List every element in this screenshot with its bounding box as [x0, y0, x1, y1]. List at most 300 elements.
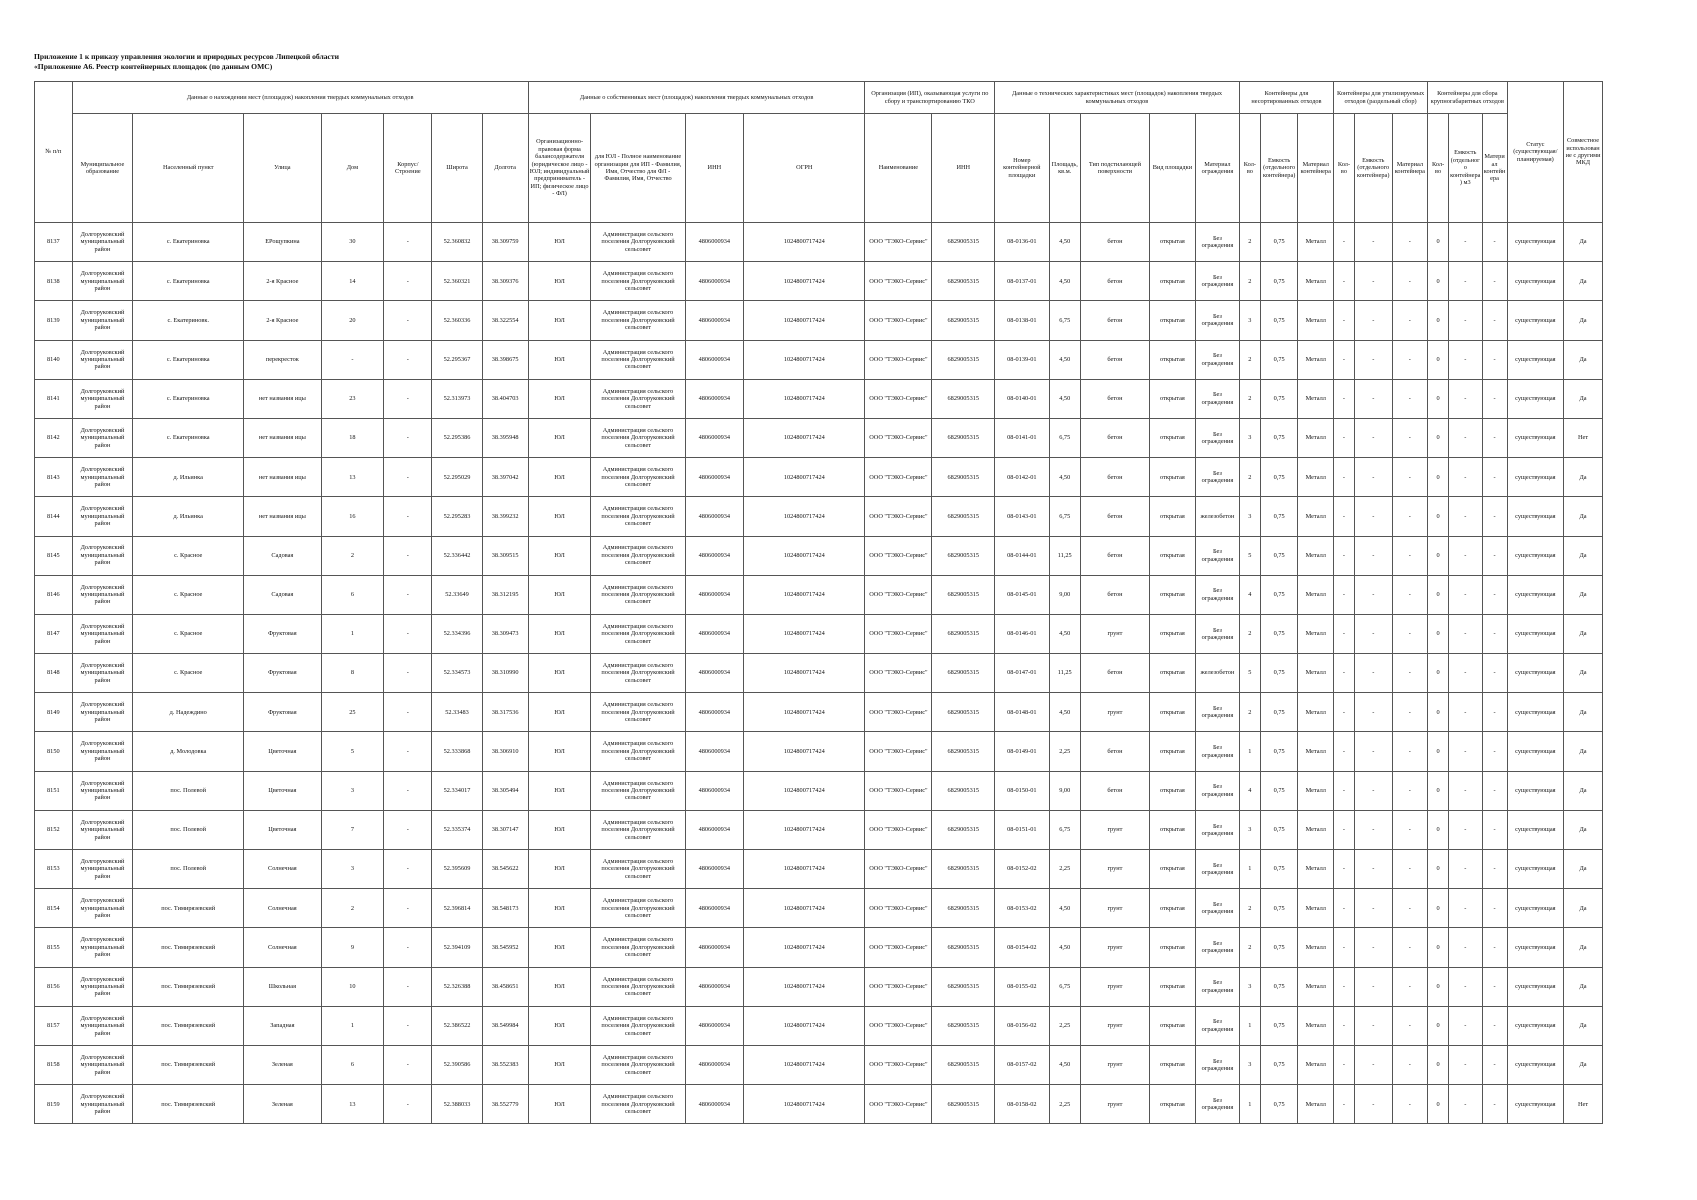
- cell-owner-name: Администрация сельского поселения Долгоруковский сельсовет: [591, 967, 685, 1006]
- cell-num: 8143: [35, 458, 73, 497]
- cell-site-type: открытая: [1149, 458, 1195, 497]
- cell-surface: грунт: [1080, 889, 1149, 928]
- cell-site-type: открытая: [1149, 850, 1195, 889]
- cell-site-type: открытая: [1149, 810, 1195, 849]
- table-row: [35, 301, 1603, 340]
- cell-surface: бетон: [1080, 654, 1149, 693]
- cell-legal-form: ЮЛ: [528, 301, 591, 340]
- cell-recyclable-volume: -: [1354, 967, 1392, 1006]
- cell-recyclable-material: -: [1392, 654, 1428, 693]
- cell-recyclable-volume: -: [1354, 262, 1392, 301]
- cell-recyclable-material: -: [1392, 928, 1428, 967]
- cell-fence: Без ограждения: [1195, 458, 1239, 497]
- cell-site-type: открытая: [1149, 732, 1195, 771]
- cell-bulky-volume: -: [1449, 732, 1482, 771]
- cell-shared-use: Да: [1564, 928, 1603, 967]
- cell-owner-inn: 4806000934: [685, 497, 744, 536]
- cell-num: 8138: [35, 262, 73, 301]
- cell-owner-ogrn: 1024800717424: [744, 771, 865, 810]
- cell-fence: Без ограждения: [1195, 928, 1239, 967]
- cell-site-number: 08-0155-02: [995, 967, 1049, 1006]
- table-row: [35, 379, 1603, 418]
- col-header-owner-inn: ИНН: [685, 114, 744, 223]
- cell-legal-form: ЮЛ: [528, 262, 591, 301]
- cell-status: существующая: [1507, 889, 1563, 928]
- cell-building: -: [384, 850, 432, 889]
- cell-building: -: [384, 732, 432, 771]
- cell-unsorted-volume: 0,75: [1260, 301, 1298, 340]
- cell-house: 2: [321, 889, 384, 928]
- cell-site-number: 08-0153-02: [995, 889, 1049, 928]
- table-row: [35, 732, 1603, 771]
- cell-street: перекресток: [244, 340, 321, 379]
- cell-recyclable-count: -: [1334, 340, 1355, 379]
- cell-recyclable-volume: -: [1354, 614, 1392, 653]
- cell-owner-inn: 4806000934: [685, 301, 744, 340]
- cell-shared-use: Нет: [1564, 1085, 1603, 1124]
- cell-surface: бетон: [1080, 223, 1149, 262]
- col-header-fence: Материал ограждения: [1195, 114, 1239, 223]
- cell-bulky-volume: -: [1449, 693, 1482, 732]
- cell-owner-ogrn: 1024800717424: [744, 889, 865, 928]
- cell-municipality: Долгоруковский муниципальный район: [72, 967, 133, 1006]
- cell-owner-ogrn: 1024800717424: [744, 458, 865, 497]
- cell-shared-use: Да: [1564, 340, 1603, 379]
- cell-bulky-count: 0: [1428, 418, 1449, 457]
- cell-unsorted-count: 3: [1239, 301, 1260, 340]
- cell-area: 2,25: [1049, 732, 1080, 771]
- cell-owner-inn: 4806000934: [685, 732, 744, 771]
- cell-building: -: [384, 497, 432, 536]
- cell-site-number: 08-0140-01: [995, 379, 1049, 418]
- cell-street: нет названия ицы: [244, 458, 321, 497]
- cell-shared-use: Да: [1564, 458, 1603, 497]
- cell-shared-use: Да: [1564, 262, 1603, 301]
- cell-num: 8142: [35, 418, 73, 457]
- cell-recyclable-material: -: [1392, 850, 1428, 889]
- cell-street: Фруктовая: [244, 693, 321, 732]
- cell-area: 11,25: [1049, 536, 1080, 575]
- cell-legal-form: ЮЛ: [528, 575, 591, 614]
- cell-legal-form: ЮЛ: [528, 418, 591, 457]
- cell-bulky-material: -: [1482, 575, 1507, 614]
- cell-shared-use: Да: [1564, 889, 1603, 928]
- cell-owner-inn: 4806000934: [685, 575, 744, 614]
- cell-recyclable-volume: -: [1354, 1085, 1392, 1124]
- cell-recyclable-volume: -: [1354, 928, 1392, 967]
- cell-bulky-volume: -: [1449, 575, 1482, 614]
- cell-recyclable-count: -: [1334, 1085, 1355, 1124]
- cell-unsorted-count: 3: [1239, 1045, 1260, 1084]
- cell-street: Школьная: [244, 967, 321, 1006]
- cell-recyclable-count: -: [1334, 654, 1355, 693]
- cell-fence: Без ограждения: [1195, 693, 1239, 732]
- cell-municipality: Долгоруковский муниципальный район: [72, 497, 133, 536]
- cell-municipality: Долгоруковский муниципальный район: [72, 379, 133, 418]
- cell-bulky-material: -: [1482, 928, 1507, 967]
- cell-latitude: 52.394109: [432, 928, 482, 967]
- cell-surface: бетон: [1080, 379, 1149, 418]
- cell-operator-name: ООО "ТЭКО-Сервис": [865, 693, 932, 732]
- cell-owner-name: Администрация сельского поселения Долгоруковский сельсовет: [591, 418, 685, 457]
- cell-municipality: Долгоруковский муниципальный район: [72, 1006, 133, 1045]
- cell-recyclable-count: -: [1334, 379, 1355, 418]
- cell-shared-use: Да: [1564, 575, 1603, 614]
- cell-owner-inn: 4806000934: [685, 967, 744, 1006]
- table-row: [35, 1085, 1603, 1124]
- cell-site-type: открытая: [1149, 262, 1195, 301]
- cell-unsorted-count: 2: [1239, 693, 1260, 732]
- cell-building: -: [384, 575, 432, 614]
- cell-building: -: [384, 262, 432, 301]
- cell-operator-name: ООО "ТЭКО-Сервис": [865, 575, 932, 614]
- cell-house: 6: [321, 575, 384, 614]
- cell-owner-name: Администрация сельского поселения Долгоруковский сельсовет: [591, 536, 685, 575]
- cell-municipality: Долгоруковский муниципальный район: [72, 654, 133, 693]
- cell-recyclable-material: -: [1392, 418, 1428, 457]
- cell-bulky-count: 0: [1428, 379, 1449, 418]
- cell-building: -: [384, 1045, 432, 1084]
- cell-settlement: пос. Полевой: [133, 810, 244, 849]
- cell-surface: бетон: [1080, 575, 1149, 614]
- cell-site-number: 08-0149-01: [995, 732, 1049, 771]
- cell-owner-inn: 4806000934: [685, 771, 744, 810]
- cell-bulky-volume: -: [1449, 889, 1482, 928]
- cell-fence: Без ограждения: [1195, 732, 1239, 771]
- cell-area: 6,75: [1049, 418, 1080, 457]
- cell-bulky-material: -: [1482, 1045, 1507, 1084]
- cell-building: -: [384, 889, 432, 928]
- cell-num: 8153: [35, 850, 73, 889]
- cell-legal-form: ЮЛ: [528, 850, 591, 889]
- cell-bulky-material: -: [1482, 418, 1507, 457]
- cell-legal-form: ЮЛ: [528, 536, 591, 575]
- cell-operator-inn: 6829005315: [932, 850, 995, 889]
- cell-surface: грунт: [1080, 810, 1149, 849]
- cell-settlement: д. Молодовка: [133, 732, 244, 771]
- cell-area: 6,75: [1049, 967, 1080, 1006]
- col-header-status: Статус (существующая/ планируемая): [1507, 82, 1563, 223]
- cell-settlement: с. Красное: [133, 575, 244, 614]
- cell-site-type: открытая: [1149, 340, 1195, 379]
- cell-latitude: 52.335374: [432, 810, 482, 849]
- cell-legal-form: ЮЛ: [528, 889, 591, 928]
- heading-line-2: «Приложение А6. Реестр контейнерных площадок (по данным ОМС): [34, 62, 273, 71]
- cell-bulky-material: -: [1482, 340, 1507, 379]
- cell-bulky-count: 0: [1428, 458, 1449, 497]
- cell-area: 4,50: [1049, 262, 1080, 301]
- cell-bulky-material: -: [1482, 536, 1507, 575]
- cell-street: Зеленая: [244, 1045, 321, 1084]
- cell-legal-form: ЮЛ: [528, 732, 591, 771]
- col-header-num: № п/п: [35, 82, 73, 223]
- cell-site-type: открытая: [1149, 928, 1195, 967]
- cell-unsorted-volume: 0,75: [1260, 810, 1298, 849]
- cell-area: 9,00: [1049, 771, 1080, 810]
- cell-longitude: 38.552779: [482, 1085, 528, 1124]
- col-header-longitude: Долгота: [482, 114, 528, 223]
- cell-bulky-material: -: [1482, 693, 1507, 732]
- cell-fence: Без ограждения: [1195, 1045, 1239, 1084]
- cell-longitude: 38.545952: [482, 928, 528, 967]
- cell-area: 4,50: [1049, 223, 1080, 262]
- cell-latitude: 52.396814: [432, 889, 482, 928]
- cell-latitude: 52.295029: [432, 458, 482, 497]
- cell-street: 2-я Красное: [244, 301, 321, 340]
- cell-surface: грунт: [1080, 614, 1149, 653]
- cell-settlement: пос. Тимирязевский: [133, 1045, 244, 1084]
- cell-unsorted-volume: 0,75: [1260, 693, 1298, 732]
- cell-operator-name: ООО "ТЭКО-Сервис": [865, 1045, 932, 1084]
- cell-unsorted-material: Металл: [1298, 1085, 1334, 1124]
- cell-house: 2: [321, 536, 384, 575]
- col-header-settlement: Населенный пункт: [133, 114, 244, 223]
- cell-municipality: Долгоруковский муниципальный район: [72, 1085, 133, 1124]
- cell-latitude: 52.33483: [432, 693, 482, 732]
- cell-settlement: с. Красное: [133, 654, 244, 693]
- cell-owner-ogrn: 1024800717424: [744, 497, 865, 536]
- cell-owner-ogrn: 1024800717424: [744, 536, 865, 575]
- cell-shared-use: Да: [1564, 301, 1603, 340]
- cell-municipality: Долгоруковский муниципальный район: [72, 340, 133, 379]
- cell-site-type: открытая: [1149, 771, 1195, 810]
- cell-status: существующая: [1507, 693, 1563, 732]
- cell-surface: бетон: [1080, 732, 1149, 771]
- cell-bulky-material: -: [1482, 223, 1507, 262]
- cell-recyclable-count: -: [1334, 889, 1355, 928]
- cell-bulky-volume: -: [1449, 379, 1482, 418]
- cell-recyclable-count: -: [1334, 614, 1355, 653]
- cell-house: 9: [321, 928, 384, 967]
- cell-surface: бетон: [1080, 301, 1149, 340]
- cell-unsorted-count: 3: [1239, 418, 1260, 457]
- cell-owner-ogrn: 1024800717424: [744, 614, 865, 653]
- cell-operator-name: ООО "ТЭКО-Сервис": [865, 1085, 932, 1124]
- cell-house: 3: [321, 850, 384, 889]
- table-row: [35, 771, 1603, 810]
- document-heading: [34, 52, 339, 72]
- cell-owner-inn: 4806000934: [685, 889, 744, 928]
- cell-unsorted-volume: 0,75: [1260, 497, 1298, 536]
- cell-unsorted-count: 1: [1239, 732, 1260, 771]
- cell-latitude: 52.295367: [432, 340, 482, 379]
- cell-recyclable-volume: -: [1354, 418, 1392, 457]
- cell-owner-ogrn: 1024800717424: [744, 654, 865, 693]
- cell-owner-ogrn: 1024800717424: [744, 693, 865, 732]
- cell-recyclable-count: -: [1334, 967, 1355, 1006]
- cell-longitude: 38.552383: [482, 1045, 528, 1084]
- cell-unsorted-material: Металл: [1298, 340, 1334, 379]
- cell-area: 4,50: [1049, 889, 1080, 928]
- col-header-building: Корпус/Строение: [384, 114, 432, 223]
- cell-bulky-volume: -: [1449, 1045, 1482, 1084]
- cell-street: Солнечная: [244, 889, 321, 928]
- col-header-latitude: Широта: [432, 114, 482, 223]
- cell-recyclable-volume: -: [1354, 771, 1392, 810]
- cell-legal-form: ЮЛ: [528, 654, 591, 693]
- cell-surface: бетон: [1080, 536, 1149, 575]
- cell-site-type: открытая: [1149, 654, 1195, 693]
- cell-recyclable-volume: -: [1354, 536, 1392, 575]
- cell-house: 5: [321, 732, 384, 771]
- cell-operator-inn: 6829005315: [932, 575, 995, 614]
- cell-bulky-count: 0: [1428, 575, 1449, 614]
- cell-bulky-material: -: [1482, 458, 1507, 497]
- cell-status: существующая: [1507, 575, 1563, 614]
- cell-shared-use: Да: [1564, 223, 1603, 262]
- cell-shared-use: Да: [1564, 497, 1603, 536]
- cell-owner-name: Администрация сельского поселения Долгоруковский сельсовет: [591, 850, 685, 889]
- cell-num: 8147: [35, 614, 73, 653]
- cell-surface: бетон: [1080, 262, 1149, 301]
- cell-operator-name: ООО "ТЭКО-Сервис": [865, 967, 932, 1006]
- cell-num: 8137: [35, 223, 73, 262]
- cell-area: 4,50: [1049, 1045, 1080, 1084]
- cell-house: 1: [321, 614, 384, 653]
- cell-bulky-volume: -: [1449, 614, 1482, 653]
- cell-bulky-count: 0: [1428, 1006, 1449, 1045]
- cell-bulky-count: 0: [1428, 693, 1449, 732]
- cell-operator-name: ООО "ТЭКО-Сервис": [865, 771, 932, 810]
- cell-bulky-volume: -: [1449, 1085, 1482, 1124]
- cell-street: нет названия ицы: [244, 418, 321, 457]
- cell-operator-inn: 6829005315: [932, 418, 995, 457]
- cell-owner-name: Администрация сельского поселения Долгоруковский сельсовет: [591, 497, 685, 536]
- cell-latitude: 52.386522: [432, 1006, 482, 1045]
- cell-latitude: 52.313973: [432, 379, 482, 418]
- table-row: [35, 1045, 1603, 1084]
- cell-owner-name: Администрация сельского поселения Долгоруковский сельсовет: [591, 928, 685, 967]
- cell-owner-name: Администрация сельского поселения Долгоруковский сельсовет: [591, 301, 685, 340]
- col-header-unsorted-volume: Емкость (отдельного контейнера): [1260, 114, 1298, 223]
- cell-owner-inn: 4806000934: [685, 418, 744, 457]
- cell-operator-name: ООО "ТЭКО-Сервис": [865, 732, 932, 771]
- cell-legal-form: ЮЛ: [528, 1085, 591, 1124]
- cell-owner-name: Администрация сельского поселения Долгоруковский сельсовет: [591, 1045, 685, 1084]
- cell-house: 20: [321, 301, 384, 340]
- cell-operator-name: ООО "ТЭКО-Сервис": [865, 850, 932, 889]
- cell-latitude: 52.388033: [432, 1085, 482, 1124]
- cell-status: существующая: [1507, 850, 1563, 889]
- cell-house: 6: [321, 1045, 384, 1084]
- cell-unsorted-count: 1: [1239, 1006, 1260, 1045]
- cell-house: 13: [321, 458, 384, 497]
- cell-operator-inn: 6829005315: [932, 654, 995, 693]
- cell-site-type: открытая: [1149, 967, 1195, 1006]
- cell-street: 2-я Красное: [244, 262, 321, 301]
- cell-building: -: [384, 301, 432, 340]
- cell-building: -: [384, 693, 432, 732]
- cell-municipality: Долгоруковский муниципальный район: [72, 614, 133, 653]
- cell-unsorted-material: Металл: [1298, 732, 1334, 771]
- col-header-owner-ogrn: ОГРН: [744, 114, 865, 223]
- cell-house: 13: [321, 1085, 384, 1124]
- cell-area: 4,50: [1049, 928, 1080, 967]
- cell-operator-name: ООО "ТЭКО-Сервис": [865, 379, 932, 418]
- cell-unsorted-material: Металл: [1298, 1045, 1334, 1084]
- cell-unsorted-material: Металл: [1298, 262, 1334, 301]
- cell-municipality: Долгоруковский муниципальный район: [72, 223, 133, 262]
- cell-fence: Без ограждения: [1195, 536, 1239, 575]
- cell-recyclable-volume: -: [1354, 889, 1392, 928]
- cell-recyclable-volume: -: [1354, 732, 1392, 771]
- cell-recyclable-count: -: [1334, 1006, 1355, 1045]
- group-header-unsorted-containers: Контейнеры для несортированных отходов: [1239, 82, 1333, 114]
- cell-site-number: 08-0145-01: [995, 575, 1049, 614]
- cell-recyclable-volume: -: [1354, 223, 1392, 262]
- cell-settlement: с. Екатериновка: [133, 262, 244, 301]
- cell-settlement: с. Екатериновка: [133, 379, 244, 418]
- cell-house: 25: [321, 693, 384, 732]
- cell-shared-use: Да: [1564, 536, 1603, 575]
- cell-fence: Без ограждения: [1195, 1085, 1239, 1124]
- cell-bulky-material: -: [1482, 810, 1507, 849]
- cell-bulky-count: 0: [1428, 536, 1449, 575]
- col-header-operator-name: Наименование: [865, 114, 932, 223]
- cell-site-type: открытая: [1149, 889, 1195, 928]
- cell-site-type: открытая: [1149, 301, 1195, 340]
- cell-operator-name: ООО "ТЭКО-Сервис": [865, 889, 932, 928]
- table-row: [35, 1006, 1603, 1045]
- cell-unsorted-volume: 0,75: [1260, 379, 1298, 418]
- cell-unsorted-count: 2: [1239, 458, 1260, 497]
- cell-building: -: [384, 654, 432, 693]
- cell-owner-name: Администрация сельского поселения Долгоруковский сельсовет: [591, 889, 685, 928]
- cell-operator-inn: 6829005315: [932, 262, 995, 301]
- cell-shared-use: Да: [1564, 732, 1603, 771]
- cell-site-number: 08-0158-02: [995, 1085, 1049, 1124]
- cell-shared-use: Да: [1564, 1006, 1603, 1045]
- cell-bulky-volume: -: [1449, 262, 1482, 301]
- cell-recyclable-volume: -: [1354, 458, 1392, 497]
- cell-recyclable-material: -: [1392, 223, 1428, 262]
- cell-unsorted-volume: 0,75: [1260, 458, 1298, 497]
- cell-bulky-material: -: [1482, 1085, 1507, 1124]
- cell-status: существующая: [1507, 614, 1563, 653]
- cell-num: 8144: [35, 497, 73, 536]
- cell-bulky-material: -: [1482, 301, 1507, 340]
- cell-operator-inn: 6829005315: [932, 223, 995, 262]
- cell-site-number: 08-0152-02: [995, 850, 1049, 889]
- cell-surface: грунт: [1080, 1006, 1149, 1045]
- cell-surface: бетон: [1080, 771, 1149, 810]
- cell-fence: Без ограждения: [1195, 340, 1239, 379]
- cell-owner-ogrn: 1024800717424: [744, 810, 865, 849]
- cell-recyclable-count: -: [1334, 810, 1355, 849]
- cell-bulky-count: 0: [1428, 262, 1449, 301]
- cell-unsorted-volume: 0,75: [1260, 536, 1298, 575]
- cell-status: существующая: [1507, 1045, 1563, 1084]
- cell-surface: грунт: [1080, 1045, 1149, 1084]
- cell-area: 6,75: [1049, 301, 1080, 340]
- cell-house: 23: [321, 379, 384, 418]
- cell-operator-name: ООО "ТЭКО-Сервис": [865, 536, 932, 575]
- cell-owner-name: Администрация сельского поселения Долгоруковский сельсовет: [591, 379, 685, 418]
- cell-unsorted-volume: 0,75: [1260, 889, 1298, 928]
- cell-latitude: 52.334573: [432, 654, 482, 693]
- cell-site-number: 08-0143-01: [995, 497, 1049, 536]
- col-header-surface: Тип подстилающей поверхности: [1080, 114, 1149, 223]
- cell-bulky-volume: -: [1449, 810, 1482, 849]
- cell-bulky-material: -: [1482, 614, 1507, 653]
- cell-legal-form: ЮЛ: [528, 1006, 591, 1045]
- col-header-shared-use: Совместное использование с другими МКД: [1564, 82, 1603, 223]
- cell-latitude: 52.360336: [432, 301, 482, 340]
- cell-municipality: Долгоруковский муниципальный район: [72, 810, 133, 849]
- table-row: [35, 967, 1603, 1006]
- cell-longitude: 38.322554: [482, 301, 528, 340]
- cell-site-type: открытая: [1149, 223, 1195, 262]
